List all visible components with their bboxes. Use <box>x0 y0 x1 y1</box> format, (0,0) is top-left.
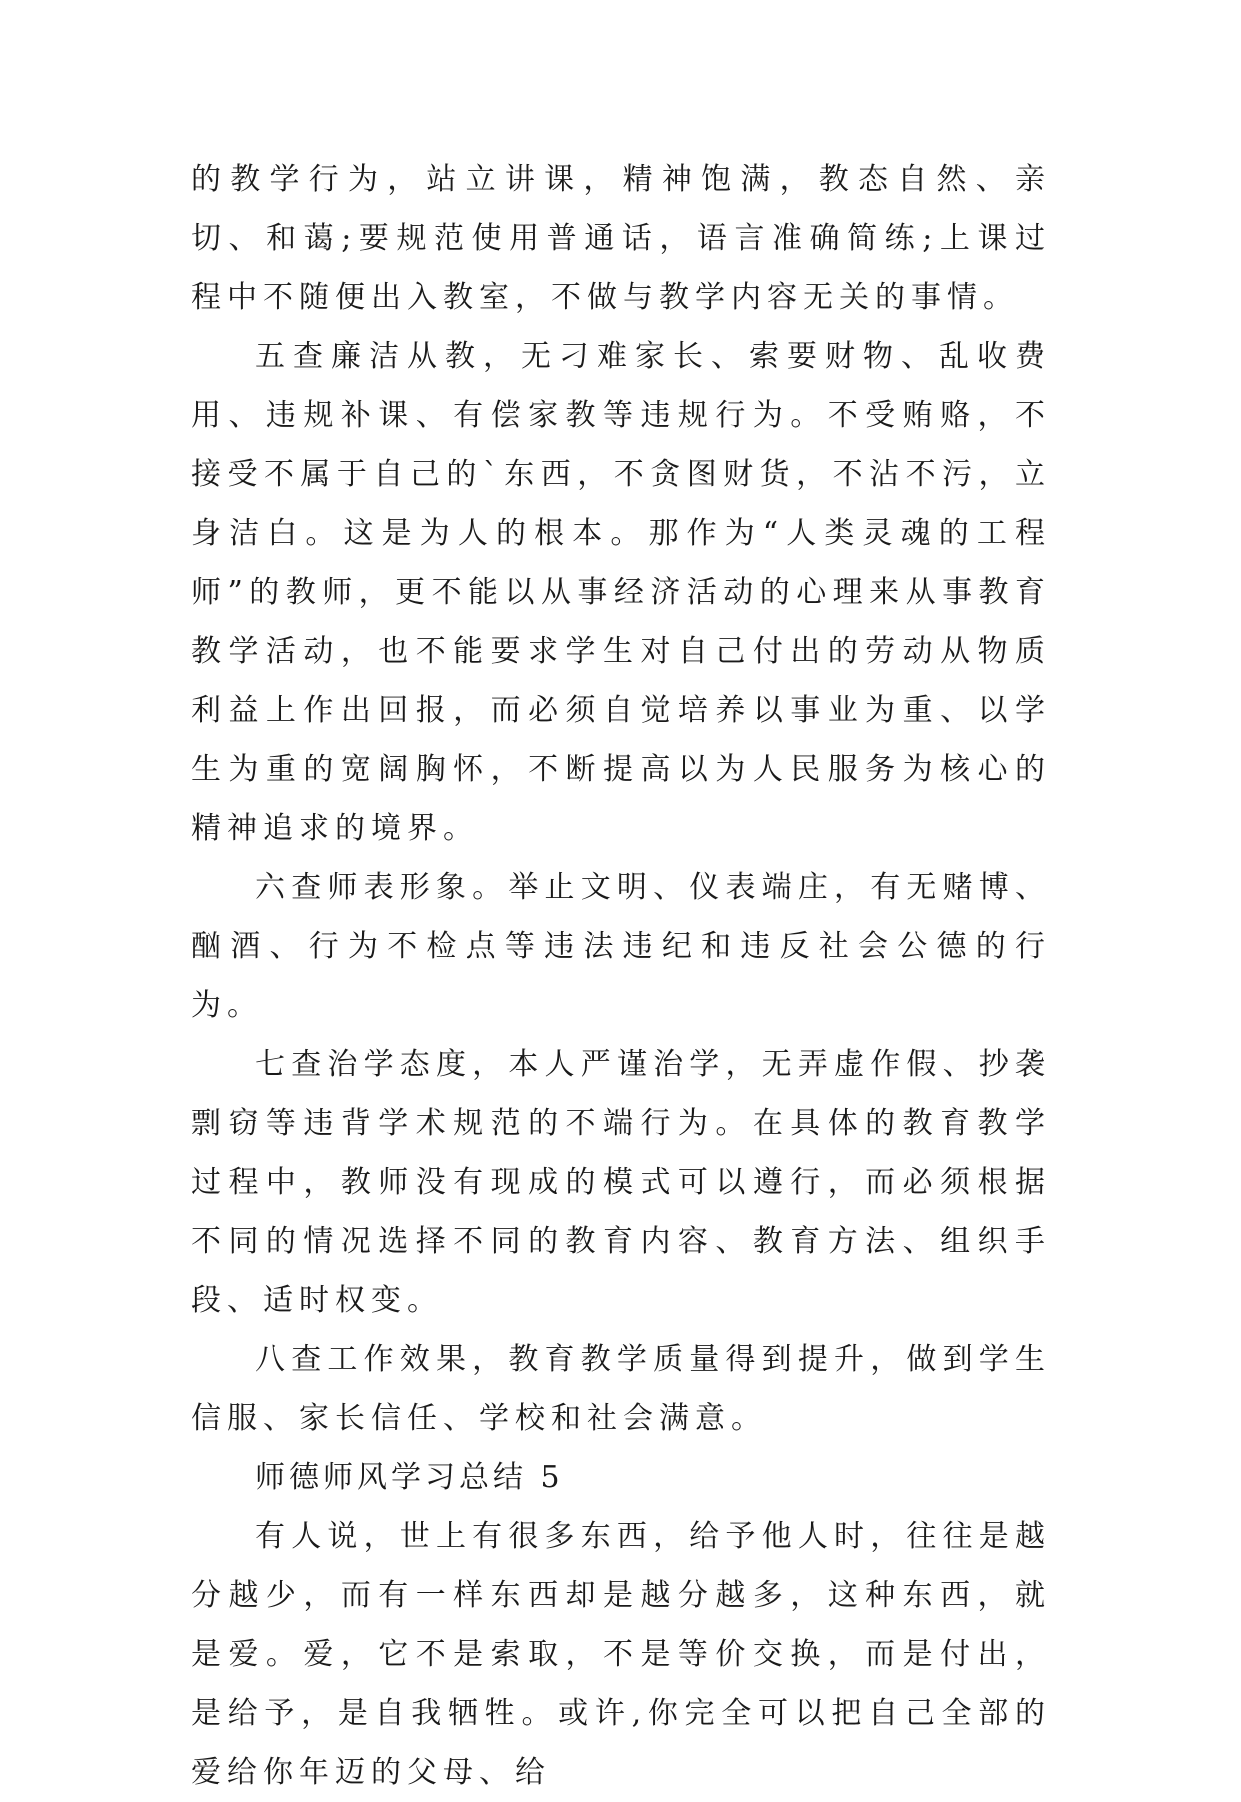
section-heading: 师德师风学习总结 5 <box>255 1460 564 1495</box>
paragraph-3: 六查师表形象。举止文明、仪表端庄，有无赌博、酗酒、行为不检点等违法违纪和违反社会公德的行为。 <box>191 870 1051 1023</box>
document-body <box>191 150 1051 1802</box>
paragraph-2: 五查廉洁从教，无刁难家长、索要财物、乱收费用、违规补课、有偿家教等违规行为。不受贿赂，不接受不属于自己的`东西，不贪图财货，不沾不污，立身洁白。这是为人的根本。那作为“人类灵魂的工程师”的教师，更不能以从事经济活动的心理来从事教育教学活动，也不能要求学生对自己付出的劳动从物质利益上作出回报，而必须自觉培养以事业为重、以学生为重的宽阔胸怀，不断提高以为人民服务为核心的精神追求的境界。 <box>191 339 1051 846</box>
paragraph-4: 七查治学态度，本人严谨治学，无弄虚作假、抄袭剽窃等违背学术规范的不端行为。在具体的教育教学过程中，教师没有现成的模式可以遵行，而必须根据不同的情况选择不同的教育内容、教育方法、组织手段、适时权变。 <box>191 1047 1051 1318</box>
paragraph-5: 八查工作效果，教育教学质量得到提升，做到学生信服、家长信任、学校和社会满意。 <box>191 1342 1051 1436</box>
paragraph-1: 的教学行为，站立讲课，精神饱满，教态自然、亲切、和蔼;要规范使用普通话，语言准确简练;上课过程中不随便出入教室，不做与教学内容无关的事情。 <box>191 162 1051 315</box>
paragraph-6: 有人说，世上有很多东西，给予他人时，往往是越分越少，而有一样东西却是越分越多，这种东西，就是爱。爱，它不是索取，不是等价交换，而是付出，是给予，是自我牺牲。或许,你完全可以把自己全部的爱给你年迈的父母、给 <box>191 1519 1051 1790</box>
